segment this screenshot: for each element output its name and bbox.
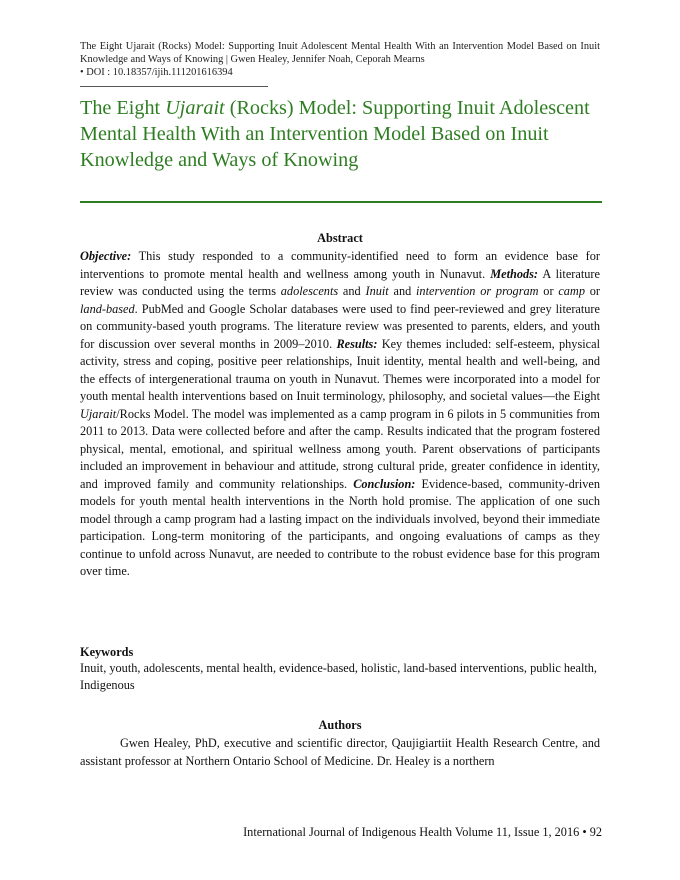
abstract-heading: Abstract (317, 231, 363, 245)
connector-and-1: and (338, 284, 366, 298)
abstract-body (80, 248, 600, 581)
title-part-2: (Rocks) Model: Supporting Inuit Adolescent Mental Health With an Intervention Model Based on Inuit Knowledge and Ways of Knowing (80, 97, 590, 171)
connector-or-2: or (584, 284, 600, 298)
connector-and-2: and (388, 284, 417, 298)
search-term-2: Inuit (365, 284, 389, 298)
authors-heading: Authors (318, 718, 362, 732)
methods-text-2: . PubMed and Google Scholar databases were used to find peer-reviewed and grey literature on community-based youth programs. The literature review was presented to parents, elders, and youth for discussion over several months in 2009–2010. (80, 301, 600, 351)
connector-or-1: or (538, 284, 559, 298)
article-title (80, 95, 600, 173)
search-term-3: intervention or program (416, 284, 539, 298)
keywords-text: Inuit, youth, adolescents, mental health, evidence-based, holistic, land-based interventions, public health, Indigenous (80, 661, 598, 692)
running-head-rule (80, 86, 268, 87)
conclusion-text: Evidence-based, community-driven models for youth mental health interventions in the North hold promise. The application of one such model through a camp program had a lasting impact on the individuals involved, beyond their immediate participation. Long-term monitoring of the participants, and ongoing evaluations of camps as they continue to unfold across Nunavut, are needed to contribute to the robust evidence base for this program over time. (80, 476, 600, 578)
methods-text-1: A literature review was conducted using the terms (80, 266, 600, 298)
page-footer: International Journal of Indigenous Health Volume 11, Issue 1, 2016 • 92 (243, 825, 602, 839)
objective-label: Objective: (80, 249, 132, 263)
results-text-1: Key themes included: self-esteem, physical activity, stress and coping, positive peer relationships, Inuit identity, mental health and well-being, and the effects of intergenerational trauma on youth in Nunavut. Themes were incorporated into a model for youth mental health interventions based on Inuit terminology, philosophy, and societal values—the Eight (80, 336, 600, 403)
title-rule (80, 201, 602, 203)
methods-label: Methods: (490, 266, 539, 281)
conclusion-label: Conclusion: (353, 476, 416, 491)
ujarait-term: Ujarait (80, 406, 117, 421)
keywords-heading: Keywords (80, 645, 134, 659)
authors-text: Gwen Healey, PhD, executive and scientific director, Qaujigiartiit Health Research Centre, and assistant professor at Northern Ontario School of Medicine. Dr. Healey is a northern (80, 736, 600, 768)
results-text-2: /Rocks Model. The model was implemented as a camp program in 6 pilots in 5 communities from 2011 to 2013. Data were collected before and after the camp. Results indicated that the program fostered physical, mental, emotional, and spiritual wellness among youth. Parent observations of participants included an improvement in behaviour and attitude, strong cultural pride, greater confidence in identity, and improved family and community relationships. (80, 406, 600, 491)
running-head (80, 40, 600, 79)
title-part-1: The Eight (80, 97, 166, 119)
running-head-text: The Eight Ujarait (Rocks) Model: Supporting Inuit Adolescent Mental Health With an Intervention Model Based on Inuit Knowledge and Ways of Knowing | Gwen Healey, Jennifer Noah, Ceporah Mearns (80, 41, 600, 65)
title-italic: Ujarait (165, 97, 225, 119)
search-term-5: land-based (80, 301, 135, 316)
search-term-1: adolescents (280, 284, 339, 298)
objective-text: This study responded to a community-identified need to form an evidence base for interventions to promote mental health and wellness among youth in Nunavut. (80, 249, 600, 281)
doi-link[interactable]: • DOI : 10.18357/ijih.111201616394 (80, 67, 233, 78)
search-term-4: camp (558, 284, 585, 298)
results-label: Results: (336, 336, 378, 351)
